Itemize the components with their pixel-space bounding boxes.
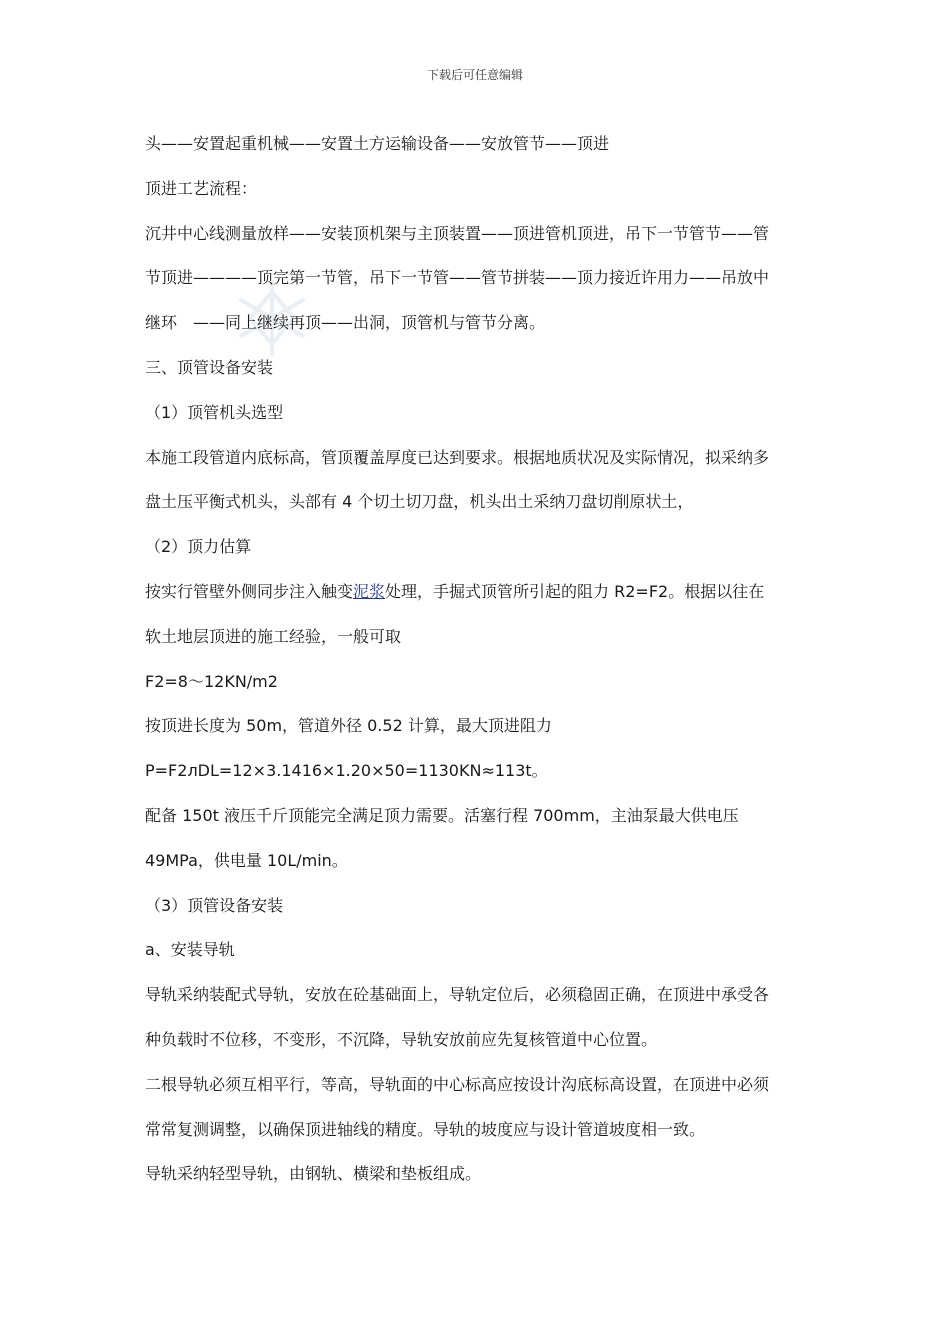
- text-line: 盘土压平衡式机头，头部有 4 个切土切刀盘，机头出土采纳刀盘切削原状土，: [145, 492, 694, 512]
- text-line: 49MPa，供电量 10L/min。: [145, 850, 348, 870]
- text-line: 软土地层顶进的施工经验，一般可取: [145, 626, 402, 646]
- text-line: 常常复测调整，以确保顶进轴线的精度。导轨的坡度应与设计管道坡度相一致。: [145, 1119, 706, 1139]
- text-line: 节顶进————顶完第一节管，吊下一节管——管节拼装——顶力接近许用力——吊放中: [145, 268, 770, 288]
- text-line: 种负载时不位移，不变形，不沉降，导轨安放前应先复核管道中心位置。: [145, 1029, 658, 1049]
- subsection-heading: （3）顶管设备安装: [145, 895, 284, 915]
- subsection-heading: （2）顶力估算: [145, 537, 252, 557]
- item-heading: a、安装导轨: [145, 940, 235, 960]
- text-line: 按顶进长度为 50m，管道外径 0.52 计算，最大顶进阻力: [145, 716, 552, 736]
- text-segment: 处理，手掘式顶管所引起的阻力 R2=F2。根据以往在: [385, 581, 765, 601]
- formula-line: F2=8～12KN/m2: [145, 671, 278, 691]
- page-header: 下载后可任意编辑: [426, 68, 523, 82]
- text-line: 二根导轨必须互相平行，等高，导轨面的中心标高应按设计沟底标高设置，在顶进中必须: [145, 1074, 770, 1094]
- text-line: 继环 ——同上继续再顶——出洞，顶管机与管节分离。: [145, 313, 546, 333]
- text-segment: 按实行管壁外侧同步注入触变: [145, 581, 354, 601]
- subsection-heading: （1）顶管机头选型: [145, 402, 284, 422]
- text-line: 本施工段管道内底标高，管顶覆盖厚度已达到要求。根据地质状况及实际情况，拟采纳多: [145, 447, 770, 467]
- section-heading: 三、顶管设备安装: [145, 357, 274, 377]
- mud-link[interactable]: 泥浆: [353, 581, 386, 601]
- text-line: 沉井中心线测量放样——安装顶机架与主顶装置——顶进管机顶进，吊下一节管节——管: [145, 223, 770, 243]
- text-line: 配备 150t 液压千斤顶能完全满足顶力需要。活塞行程 700mm，主油泵最大供电压: [145, 805, 739, 825]
- section-label: 顶进工艺流程：: [145, 178, 258, 198]
- text-line: 导轨采纳轻型导轨，由钢轨、横梁和垫板组成。: [145, 1164, 482, 1184]
- document-body: [145, 122, 805, 1197]
- formula-line: P=F2лDL=12×3.1416×1.20×50=1130KN≈113t。: [145, 761, 548, 781]
- text-line: [145, 570, 805, 615]
- text-line: 头——安置起重机械——安置土方运输设备——安放管节——顶进: [145, 134, 610, 153]
- text-line: 导轨采纳装配式导轨，安放在砼基础面上，导轨定位后，必须稳固正确，在顶进中承受各: [145, 985, 770, 1005]
